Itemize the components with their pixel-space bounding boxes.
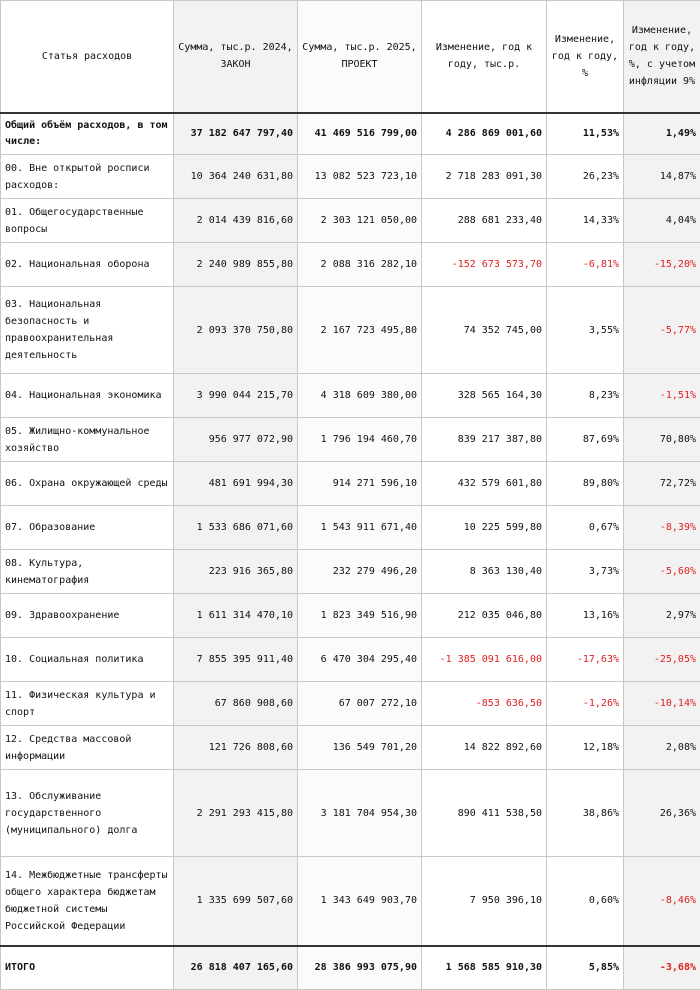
table-row (1, 462, 700, 506)
total-change-abs: 1 568 585 910,30 (422, 946, 547, 990)
row-change-pct: -1,26% (547, 682, 624, 726)
row-sum-2024: 10 364 240 631,80 (174, 155, 298, 199)
row-change-pct: 8,23% (547, 374, 624, 418)
total-change-inflation: -3,68% (624, 946, 700, 990)
row-sum-2024: 2 014 439 816,60 (174, 199, 298, 243)
table-row (1, 199, 700, 243)
row-name: 13. Обслуживание государственного (муниципального) долга (1, 770, 174, 857)
row-sum-2025: 4 318 609 380,00 (298, 374, 422, 418)
table-row (1, 155, 700, 199)
header-sum-2024: Сумма, тыс.р. 2024, ЗАКОН (174, 1, 298, 113)
summary-sum-2025: 41 469 516 799,00 (298, 113, 422, 155)
row-name: 08. Культура, кинематография (1, 550, 174, 594)
row-name: 02. Национальная оборона (1, 243, 174, 287)
row-sum-2025: 914 271 596,10 (298, 462, 422, 506)
header-sum-2025: Сумма, тыс.р. 2025, ПРОЕКТ (298, 1, 422, 113)
table-row (1, 726, 700, 770)
table-row (1, 243, 700, 287)
header-row (1, 1, 700, 113)
row-change-inflation: 26,36% (624, 770, 700, 857)
row-sum-2025: 2 167 723 495,80 (298, 287, 422, 374)
table-row (1, 638, 700, 682)
row-change-pct: 26,23% (547, 155, 624, 199)
row-change-inflation: -10,14% (624, 682, 700, 726)
row-change-pct: 87,69% (547, 418, 624, 462)
row-change-pct: 0,67% (547, 506, 624, 550)
row-sum-2025: 2 088 316 282,10 (298, 243, 422, 287)
row-sum-2025: 3 181 704 954,30 (298, 770, 422, 857)
table-row (1, 374, 700, 418)
row-change-inflation: -15,20% (624, 243, 700, 287)
row-sum-2025: 1 823 349 516,90 (298, 594, 422, 638)
row-sum-2024: 1 611 314 470,10 (174, 594, 298, 638)
row-sum-2024: 223 916 365,80 (174, 550, 298, 594)
row-change-pct: 0,60% (547, 857, 624, 946)
table-row (1, 594, 700, 638)
row-sum-2025: 1 543 911 671,40 (298, 506, 422, 550)
row-change-abs: 288 681 233,40 (422, 199, 547, 243)
table-row (1, 550, 700, 594)
row-change-pct: 89,80% (547, 462, 624, 506)
row-sum-2024: 121 726 808,60 (174, 726, 298, 770)
row-sum-2025: 2 303 121 050,00 (298, 199, 422, 243)
row-name: 11. Физическая культура и спорт (1, 682, 174, 726)
row-sum-2024: 1 335 699 507,60 (174, 857, 298, 946)
row-change-abs: -853 636,50 (422, 682, 547, 726)
row-sum-2025: 136 549 701,20 (298, 726, 422, 770)
header-change-inflation: Изменение, год к году, %, с учетом инфляции 9% (624, 1, 700, 113)
row-change-inflation: -25,05% (624, 638, 700, 682)
total-sum-2025: 28 386 993 075,90 (298, 946, 422, 990)
summary-row (1, 113, 700, 155)
summary-sum-2024: 37 182 647 797,40 (174, 113, 298, 155)
row-change-inflation: 72,72% (624, 462, 700, 506)
row-name: 00. Вне открытой росписи расходов: (1, 155, 174, 199)
row-name: 09. Здравоохранение (1, 594, 174, 638)
total-change-pct: 5,85% (547, 946, 624, 990)
row-name: 03. Национальная безопасность и правоохранительная деятельность (1, 287, 174, 374)
table-row (1, 418, 700, 462)
row-change-inflation: 2,08% (624, 726, 700, 770)
row-sum-2025: 13 082 523 723,10 (298, 155, 422, 199)
row-change-abs: -152 673 573,70 (422, 243, 547, 287)
row-change-abs: -1 385 091 616,00 (422, 638, 547, 682)
row-change-pct: 14,33% (547, 199, 624, 243)
row-sum-2024: 956 977 072,90 (174, 418, 298, 462)
row-change-abs: 8 363 130,40 (422, 550, 547, 594)
table-row (1, 857, 700, 946)
row-change-pct: 3,73% (547, 550, 624, 594)
row-sum-2024: 1 533 686 071,60 (174, 506, 298, 550)
row-name: 07. Образование (1, 506, 174, 550)
row-sum-2024: 3 990 044 215,70 (174, 374, 298, 418)
table-row (1, 506, 700, 550)
row-change-abs: 74 352 745,00 (422, 287, 547, 374)
row-change-inflation: -8,39% (624, 506, 700, 550)
row-change-abs: 432 579 601,80 (422, 462, 547, 506)
row-change-inflation: -8,46% (624, 857, 700, 946)
row-change-inflation: -5,77% (624, 287, 700, 374)
row-change-inflation: 70,80% (624, 418, 700, 462)
header-change-abs: Изменение, год к году, тыс.р. (422, 1, 547, 113)
summary-name: Общий объём расходов, в том числе: (1, 113, 174, 155)
row-change-pct: 12,18% (547, 726, 624, 770)
row-name: 05. Жилищно-коммунальное хозяйство (1, 418, 174, 462)
row-sum-2025: 1 796 194 460,70 (298, 418, 422, 462)
row-sum-2024: 2 093 370 750,80 (174, 287, 298, 374)
total-row (1, 946, 700, 990)
row-change-pct: 13,16% (547, 594, 624, 638)
table-row (1, 770, 700, 857)
row-change-inflation: -5,60% (624, 550, 700, 594)
summary-change-abs: 4 286 869 001,60 (422, 113, 547, 155)
row-sum-2024: 2 240 989 855,80 (174, 243, 298, 287)
header-change-pct: Изменение, год к году, % (547, 1, 624, 113)
row-sum-2025: 67 007 272,10 (298, 682, 422, 726)
row-change-abs: 890 411 538,50 (422, 770, 547, 857)
header-name: Статья расходов (1, 1, 174, 113)
row-change-inflation: -1,51% (624, 374, 700, 418)
row-sum-2024: 67 860 908,60 (174, 682, 298, 726)
table-row (1, 682, 700, 726)
row-sum-2025: 232 279 496,20 (298, 550, 422, 594)
row-change-inflation: 14,87% (624, 155, 700, 199)
row-change-pct: 38,86% (547, 770, 624, 857)
table-row (1, 287, 700, 374)
row-change-pct: 3,55% (547, 287, 624, 374)
row-name: 14. Межбюджетные трансферты общего характера бюджетам бюджетной системы Российской Федерации (1, 857, 174, 946)
row-change-inflation: 2,97% (624, 594, 700, 638)
row-change-abs: 7 950 396,10 (422, 857, 547, 946)
row-name: 01. Общегосударственные вопросы (1, 199, 174, 243)
summary-change-pct: 11,53% (547, 113, 624, 155)
row-change-abs: 10 225 599,80 (422, 506, 547, 550)
row-change-abs: 2 718 283 091,30 (422, 155, 547, 199)
row-change-inflation: 4,04% (624, 199, 700, 243)
row-change-abs: 839 217 387,80 (422, 418, 547, 462)
row-sum-2025: 6 470 304 295,40 (298, 638, 422, 682)
row-name: 06. Охрана окружающей среды (1, 462, 174, 506)
row-change-abs: 212 035 046,80 (422, 594, 547, 638)
row-change-abs: 328 565 164,30 (422, 374, 547, 418)
row-change-abs: 14 822 892,60 (422, 726, 547, 770)
total-name: ИТОГО (1, 946, 174, 990)
summary-change-inflation: 1,49% (624, 113, 700, 155)
row-name: 04. Национальная экономика (1, 374, 174, 418)
row-change-pct: -17,63% (547, 638, 624, 682)
row-change-pct: -6,81% (547, 243, 624, 287)
row-name: 12. Средства массовой информации (1, 726, 174, 770)
row-sum-2024: 2 291 293 415,80 (174, 770, 298, 857)
row-sum-2024: 481 691 994,30 (174, 462, 298, 506)
row-sum-2024: 7 855 395 911,40 (174, 638, 298, 682)
row-sum-2025: 1 343 649 903,70 (298, 857, 422, 946)
total-sum-2024: 26 818 407 165,60 (174, 946, 298, 990)
row-name: 10. Социальная политика (1, 638, 174, 682)
